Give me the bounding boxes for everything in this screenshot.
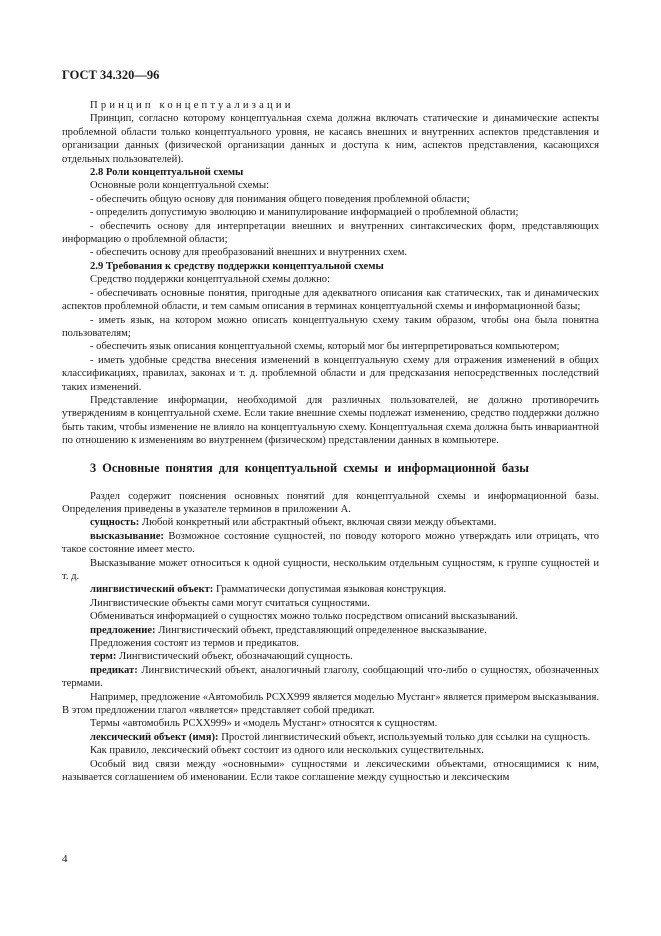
example-1: Например, предложение «Автомобиль РСХХ999 является моделью Мустанг» является примером высказывания. В этом предложении глагол «является» представляет собой предикат. bbox=[62, 691, 599, 717]
role-item-1: - обеспечить общую основу для понимания общего поведения проблемной области; bbox=[90, 193, 470, 205]
requirement-item-2: - иметь язык, на котором можно описать концептуальную схему таким образом, чтобы она была понятна пользователям; bbox=[62, 314, 599, 339]
statement-note: Высказывание может относиться к одной сущности, нескольким отдельным сущностям, к группе сущностей и т. д. bbox=[62, 557, 599, 582]
principle-text: Принцип, согласно которому концептуальная схема должна включать статические и динамические аспекты проблемной области только концептуального уровня, не касаясь внешних и внутренних аспектов представления и организации данных (физической организации данных и доступа к ним, аспектов представления, касающихся отдельных пользователей). bbox=[62, 113, 599, 165]
requirement-item-4: - иметь удобные средства внесения изменений в концептуальную схему для отражения изменений в общих классификациях, правилах, законах и т. д. проблемной области и для предсказания непосредственных последствий таких изменений. bbox=[62, 354, 599, 393]
exchange-note: Обмениваться информацией о сущностях можно только посредством описаний высказываний. bbox=[90, 611, 518, 623]
linguistic-note: Лингвистические объекты сами могут считаться сущностями. bbox=[90, 597, 370, 609]
lexical-note: Как правило, лексический объект состоит из одного или нескольких существительных. bbox=[90, 745, 484, 757]
definition-text: Лингвистический объект, обозначающий сущность. bbox=[116, 651, 353, 663]
definition-entity bbox=[62, 516, 599, 529]
principle-heading-text: Принцип концептуализации bbox=[90, 100, 294, 111]
role-item-4: - обеспечить основу для преобразований внешних и внутренних схем. bbox=[90, 247, 408, 259]
section-2-8-heading: 2.8 Роли концептуальной схемы bbox=[90, 167, 244, 179]
section-2-9-heading: 2.9 Требования к средству поддержки концептуальной схемы bbox=[90, 260, 384, 272]
definition-text: Лингвистический объект, аналогичный глаголу, сообщающий что-либо о сущностях, обозначенных термами. bbox=[62, 664, 599, 690]
section-2-9-paragraph: Представление информации, необходимой для различных пользователей, не должно противоречить утверждениям в концептуальной схеме. Если такие внешние схемы подлежат изменению, средство поддержки должно быть таким, чтобы изменение не влияло на концептуальную схему. Концептуальная схема должна быть инвариантной по отношению к изменениям во внутреннем (физическом) представлении данных в компьютере. bbox=[62, 394, 599, 447]
section-3-intro: Раздел содержит пояснения основных понятий для концептуальной схемы и информационной базы. Определения приведены в указателе терминов в приложении А. bbox=[62, 490, 599, 515]
definition-term: предикат: bbox=[90, 664, 138, 676]
definition-linguistic-object bbox=[62, 583, 599, 596]
definition-term: сущность: bbox=[90, 517, 140, 529]
naming-note: Особый вид связи между «основными» сущностями и лексическими объектами, относящимися к ним, называется соглашением об именовании. Если такое соглашение между сущностью и лексическим bbox=[62, 758, 599, 784]
document-id-header: ГОСТ 34.320—96 bbox=[62, 68, 160, 82]
definition-term: предложение: bbox=[90, 624, 156, 636]
definition-lexical-object bbox=[62, 731, 599, 744]
definition-term: высказывание: bbox=[90, 530, 164, 542]
section-2-9-intro: Средство поддержки концептуальной схемы должно: bbox=[90, 274, 331, 286]
role-item-2: - определить допустимую эволюцию и манипулирование информацией о проблемной области; bbox=[90, 207, 519, 219]
definition-text: Грамматически допустимая языковая конструкция. bbox=[213, 584, 447, 596]
requirement-item-3: - обеспечить язык описания концептуальной схемы, который мог бы интерпретироваться компьютером; bbox=[90, 341, 560, 353]
definition-sentence bbox=[62, 624, 599, 637]
definition-term: лингвистический объект: bbox=[90, 584, 214, 596]
section-2-8-intro: Основные роли концептуальной схемы: bbox=[90, 180, 270, 192]
page-content bbox=[62, 99, 599, 785]
role-item-3: - обеспечить основу для интерпретации внешних и внутренних синтаксических форм, представляющих информацию о проблемной области; bbox=[62, 220, 599, 246]
section-3-title: 3 Основные понятия для концептуальной схемы и информационной базы bbox=[90, 460, 529, 475]
definition-text: Простой лингвистический объект, используемый только для ссылки на сущность. bbox=[218, 731, 591, 743]
principle-heading bbox=[62, 99, 599, 112]
page-number: 4 bbox=[62, 853, 68, 865]
definition-text: Возможное состояние сущностей, по поводу которого можно утверждать или отрицать, что такое состояние имеет место. bbox=[62, 530, 599, 556]
definition-term-entry bbox=[62, 650, 599, 663]
definition-text: Любой конкретный или абстрактный объект, включая связи между объектами. bbox=[139, 517, 497, 529]
definition-term: лексический объект (имя): bbox=[90, 731, 219, 743]
definition-predicate bbox=[62, 664, 599, 691]
definition-text: Лингвистический объект, представляющий определенное высказывание. bbox=[155, 624, 487, 636]
requirement-item-1: - обеспечивать основные понятия, пригодные для адекватного описания как статических, так и динамических аспектов проблемной области, и тем самым описания в терминах концептуальной схемы и информационной базы; bbox=[62, 287, 599, 313]
example-2: Термы «автомобиль РСХХ999» и «модель Мустанг» относятся к сущностям. bbox=[90, 718, 438, 730]
definition-term: терм: bbox=[90, 651, 117, 663]
sentence-note: Предложения состоят из термов и предикатов. bbox=[90, 638, 300, 650]
definition-statement bbox=[62, 530, 599, 557]
